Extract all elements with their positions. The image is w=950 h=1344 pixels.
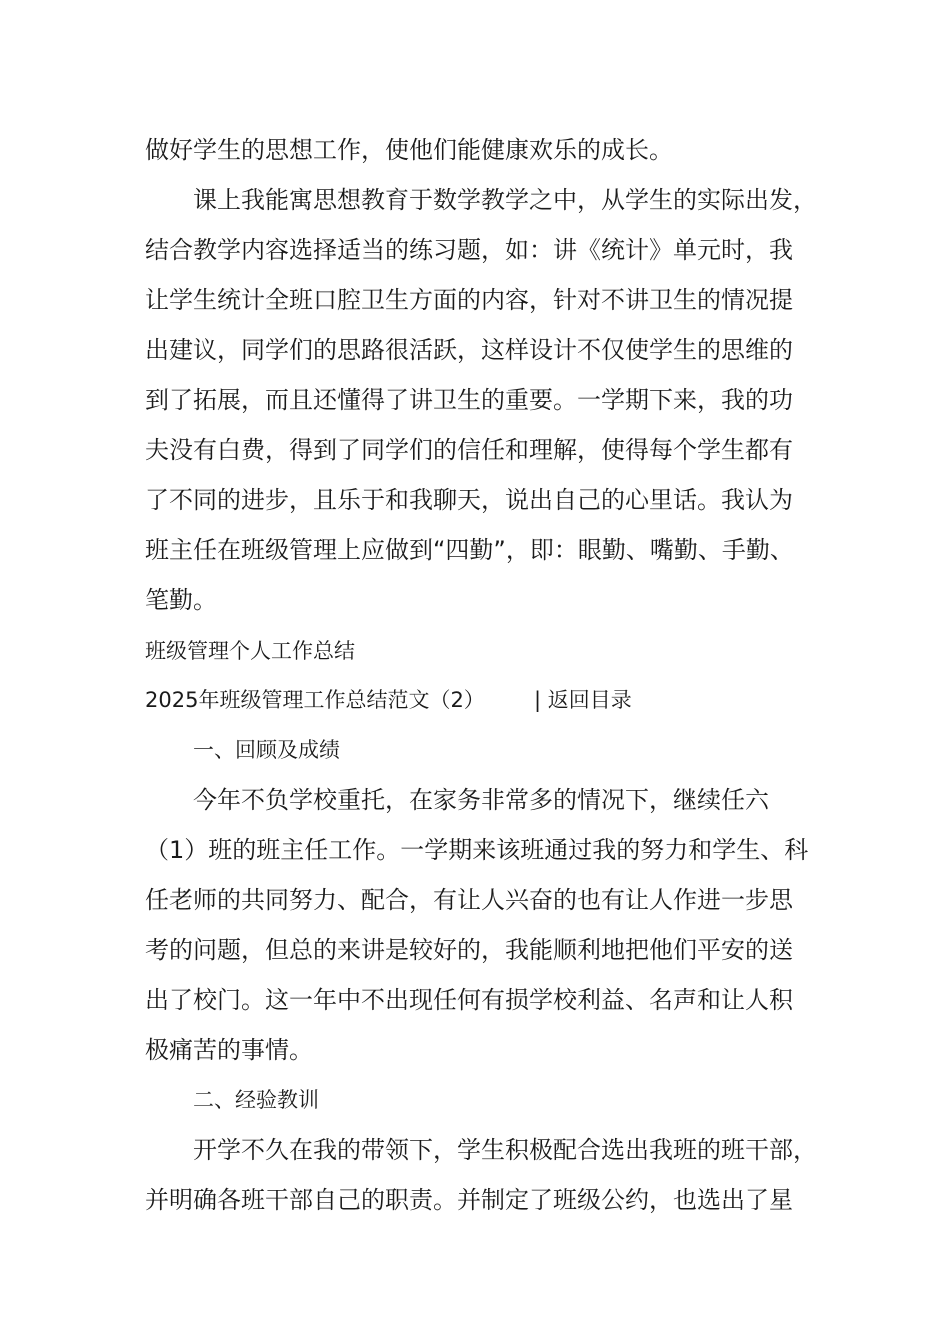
paragraph-line: 出了校门。这一年中不出现任何有损学校利益、名声和让人积 — [145, 986, 793, 1014]
paragraph-line: 出建议，同学们的思路很活跃，这样设计不仅使学生的思维的 — [145, 336, 793, 364]
paragraph-line: 开学不久在我的带领下，学生积极配合选出我班的班干部， — [193, 1136, 817, 1164]
paragraph-line: 让学生统计全班口腔卫生方面的内容，针对不讲卫生的情况提 — [145, 286, 793, 314]
paragraph-line: 笔勤。 — [145, 586, 217, 614]
paragraph-line: 并明确各班干部自己的职责。并制定了班级公约，也选出了星 — [145, 1186, 793, 1214]
paragraph-line: 班主任在班级管理上应做到“四勤”，即：眼勤、嘴勤、手勤、 — [145, 536, 794, 564]
paragraph-line: 了不同的进步，且乐于和我聊天，说出自己的心里话。我认为 — [145, 486, 793, 514]
paragraph-line: 极痛苦的事情。 — [145, 1036, 313, 1064]
subheading-lessons: 二、经验教训 — [193, 1088, 319, 1112]
section-heading: 班级管理个人工作总结 — [145, 639, 355, 663]
paragraph-line: 考的问题，但总的来讲是较好的，我能顺利地把他们平安的送 — [145, 936, 793, 964]
paragraph-line: 任老师的共同努力、配合，有让人兴奋的也有让人作进一步思 — [145, 886, 793, 914]
article-title: 2025年班级管理工作总结范文（2） — [145, 688, 485, 712]
subheading-review: 一、回顾及成绩 — [193, 738, 340, 762]
paragraph-line: 做好学生的思想工作，使他们能健康欢乐的成长。 — [145, 136, 673, 164]
back-to-contents-link[interactable]: | 返回目录 — [534, 688, 632, 712]
paragraph-line: 今年不负学校重托，在家务非常多的情况下，继续任六 — [193, 786, 769, 814]
paragraph-line: 结合教学内容选择适当的练习题，如：讲《统计》单元时，我 — [145, 236, 793, 264]
paragraph-line: 课上我能寓思想教育于数学教学之中，从学生的实际出发， — [193, 186, 817, 214]
paragraph-line: 夫没有白费，得到了同学们的信任和理解，使得每个学生都有 — [145, 436, 793, 464]
paragraph-line: 到了拓展，而且还懂得了讲卫生的重要。一学期下来，我的功 — [145, 386, 793, 414]
paragraph-line: （1）班的班主任工作。一学期来该班通过我的努力和学生、科 — [145, 836, 809, 864]
